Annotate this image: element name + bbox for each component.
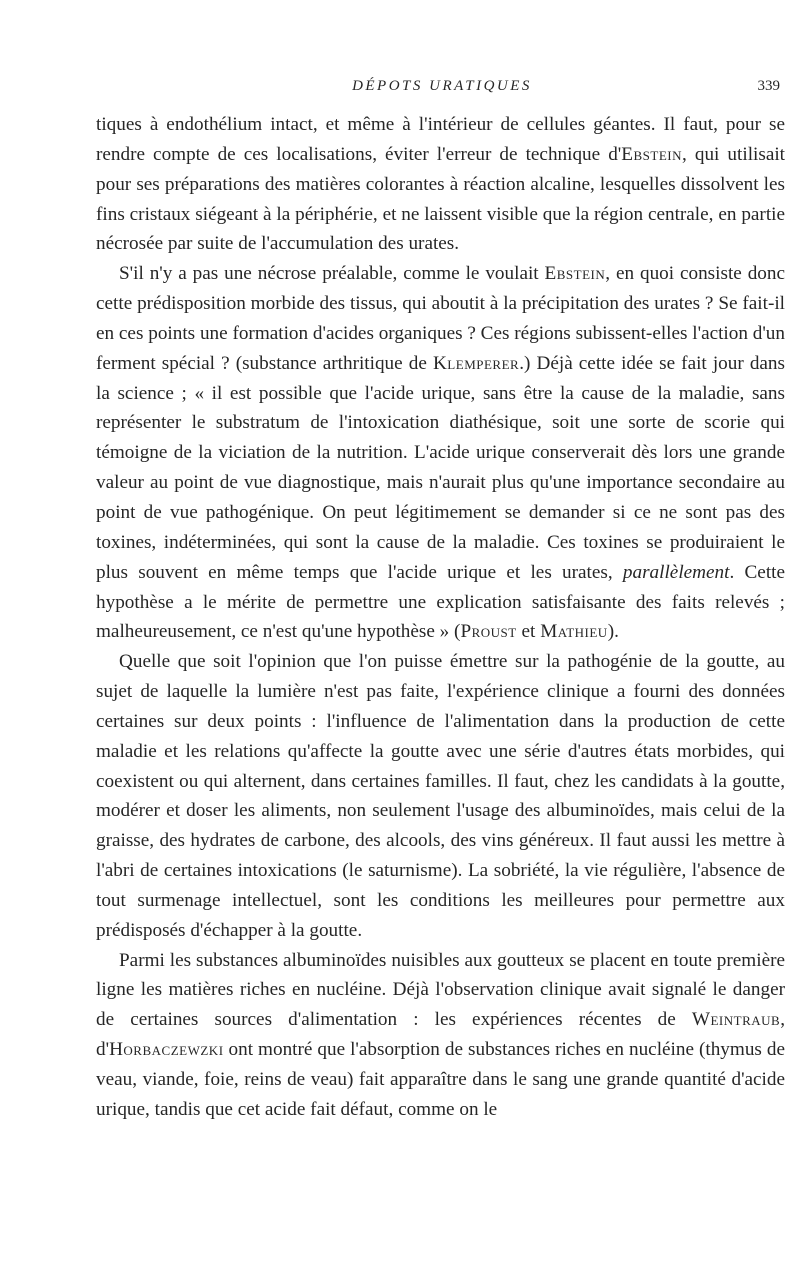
text-run: et bbox=[516, 621, 541, 643]
text-run: tiques à endothélium intact, et même à l'intérieur de cellules géantes. Il faut, pour se rendre compte de ces localisations, éviter l'erreur de technique d' bbox=[96, 114, 785, 165]
author-name: Horbaczewzki bbox=[109, 1039, 224, 1061]
text-run: S'il n'y a pas une nécrose préalable, comme le voulait bbox=[119, 263, 545, 285]
text-run: . Cette hypothèse a le mérite de permettre une explication satisfaisante des faits relevés ; malheureusement, ce n'est qu'une hypothèse » ( bbox=[96, 561, 785, 643]
text-run: .) Déjà cette idée se fait jour dans la science ; « il est possible que l'acide urique, sans être la cause de la maladie, sans représenter le substratum de l'intoxication diathésique, soit une sorte de scorie qui témoigne de la viciation de la nutrition. L'acide urique conserverait dès lors une grande valeur au point de vue diagnostique, mais n'aurait plus qu'une importance secondaire au point de vue pathogénique. On peut légitimement se demander si ce ne sont pas des toxines, indéterminées, qui sont la cause de la maladie. Ces toxines se produiraient le plus souvent en même temps que l'acide urique et les urates, bbox=[96, 352, 785, 583]
author-name: Klemperer bbox=[432, 352, 520, 374]
paragraph-2 bbox=[96, 259, 785, 647]
author-name: Ebstein bbox=[544, 263, 606, 285]
page-number: 339 bbox=[757, 78, 780, 94]
paragraph-3 bbox=[96, 647, 785, 945]
paragraph-4 bbox=[96, 946, 785, 1125]
author-name: Weintraub bbox=[691, 1009, 781, 1031]
text-run: ont montré que l'absorption de substances riches en nucléine (thymus de veau, viande, foie, reins de veau) fait apparaître dans le sang une grande quantité d'acide urique, tandis que cet acide fait défaut, comme on le bbox=[96, 1039, 785, 1120]
page-body bbox=[96, 110, 785, 1125]
italic-term: parallèlement bbox=[622, 561, 730, 583]
text-run: ). bbox=[607, 621, 619, 643]
text-run: , en quoi consiste donc cette prédisposition morbide des tissus, qui aboutit à la précipitation des urates ? Se fait-il en ces points une formation d'acides organiques ? Ces régions subissent-elles l'action d'un ferment spécial ? (substance arthritique de bbox=[96, 263, 785, 374]
text-run: Quelle que soit l'opinion que l'on puisse émettre sur la pathogénie de la goutte, au sujet de laquelle la lumière n'est pas faite, l'expérience clinique a fourni des données certaines sur deux points : l'influence de l'alimentation dans la production de cette maladie et les relations qu'affecte la goutte avec une série d'autres états morbides, qui coexistent ou qui alternent, dans certaines familles. Il faut, chez les candidats à la goutte, modérer et doser les aliments, non seulement l'usage des albuminoïdes, mais celui de la graisse, des hydrates de carbone, des alcools, des vins généreux. Il faut aussi les mettre à l'abri de certaines intoxications (le saturnisme). La sobriété, la vie régulière, l'absence de tout surmenage intellectuel, sont les conditions les meilleures pour permettre aux prédisposés d'échapper à la goutte. bbox=[96, 651, 785, 941]
author-name: Mathieu bbox=[540, 621, 608, 643]
author-name: Ebstein bbox=[621, 143, 683, 165]
running-header bbox=[96, 76, 788, 100]
paragraph-1 bbox=[96, 110, 785, 259]
running-title: DÉPOTS URATIQUES bbox=[352, 78, 532, 94]
text-run: , d' bbox=[96, 1009, 785, 1061]
author-name: Proust bbox=[460, 621, 517, 643]
text-run: , qui utilisait pour ses préparations des matières colorantes à réaction alcaline, lesquelles dissolvent les fins cristaux siégeant à la périphérie, et ne laissent visible que la région centrale, en partie nécrosée par suite de l'accumulation des urates. bbox=[96, 143, 785, 255]
text-run: Parmi les substances albuminoïdes nuisibles aux goutteux se placent en toute première ligne les matières riches en nucléine. Déjà l'observation clinique avait signalé le danger de certaines sources d'alimentation : les expériences récentes de bbox=[96, 949, 785, 1031]
